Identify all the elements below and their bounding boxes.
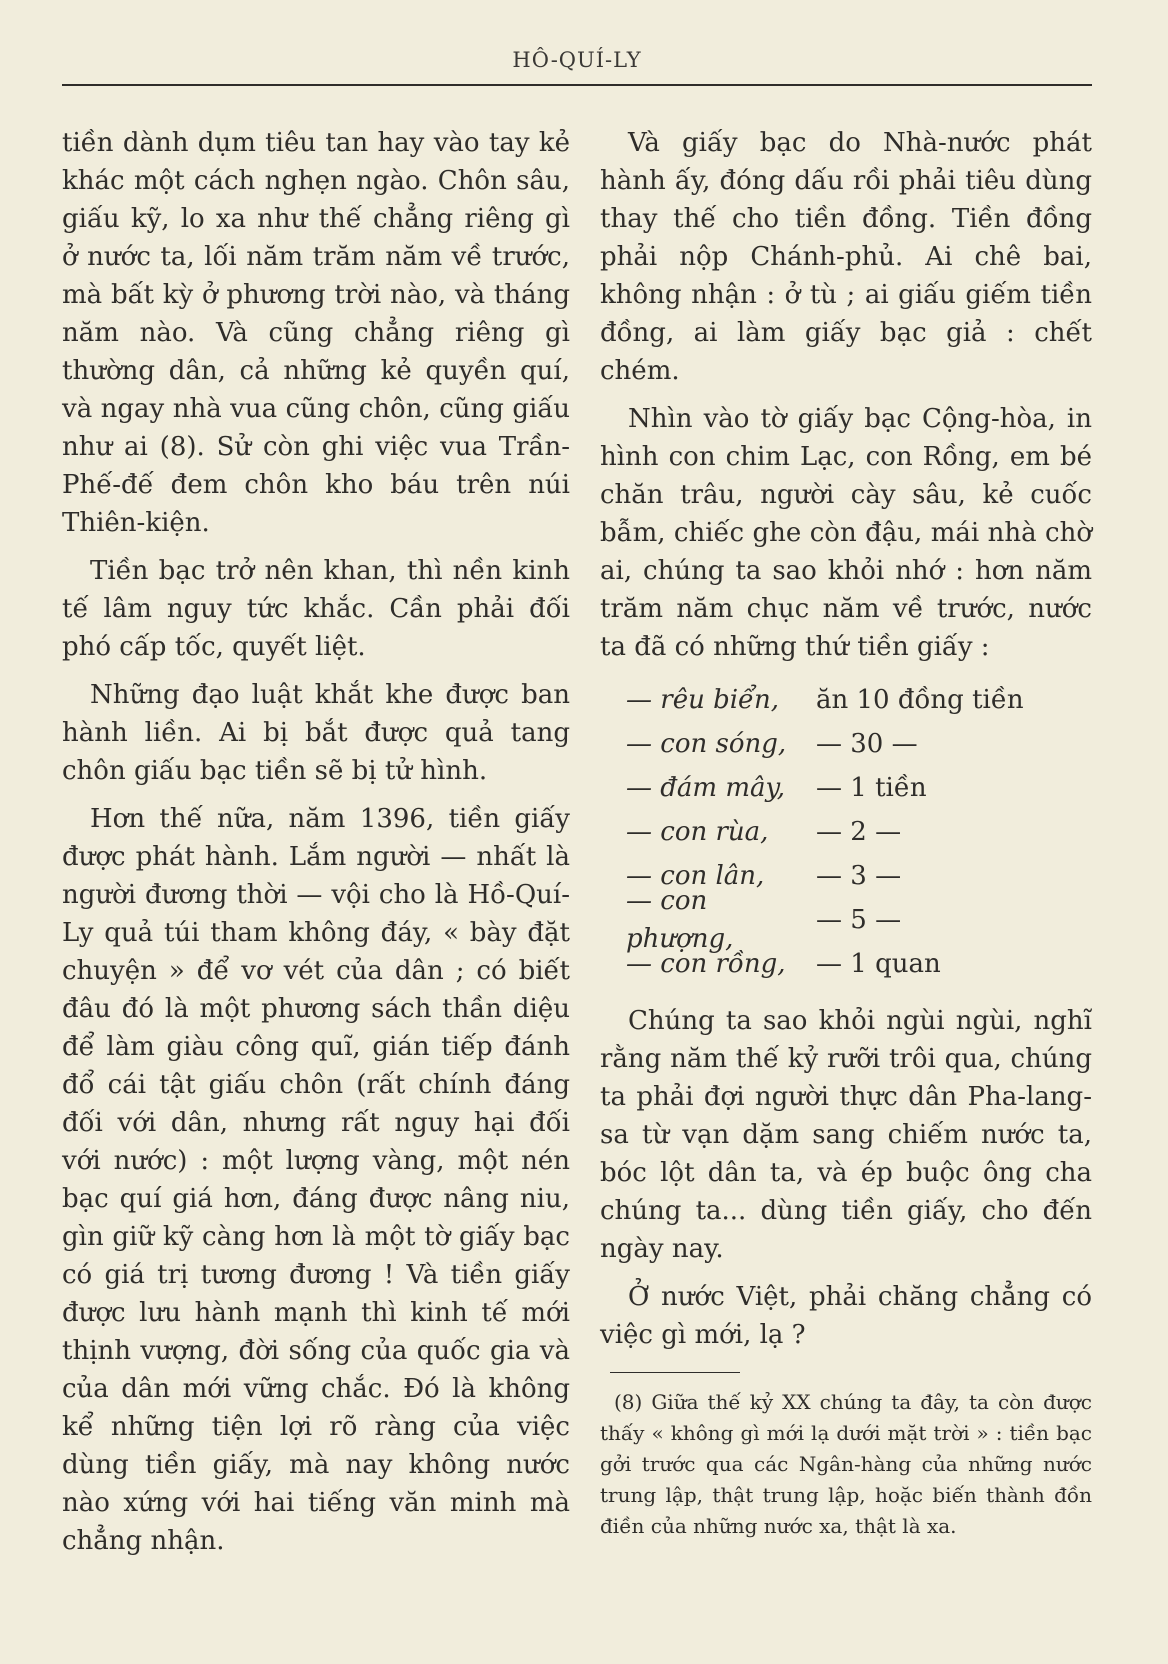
denomination-value: — 5 — (816, 905, 902, 935)
denomination-name: — con lân, (626, 861, 765, 891)
banknote-denomination-list (600, 678, 1092, 986)
denomination-value: ăn 10 đồng tiền (816, 685, 1024, 715)
denomination-row (600, 886, 1092, 954)
paragraph: Ở nước Việt, phải chăng chẳng có việc gì mới, lạ ? (600, 1282, 1092, 1350)
denomination-name: — đám mây, (626, 773, 785, 803)
denomination-row (600, 722, 1092, 766)
denomination-name: — rêu biển, (626, 685, 780, 715)
denomination-value: — 1 tiền (816, 773, 927, 803)
denomination-value: — 1 quan (816, 949, 941, 979)
running-header: HÔ-QUÍ-LY (512, 48, 642, 72)
paragraph: tiền dành dụm tiêu tan hay vào tay kẻ khác một cách nghẹn ngào. Chôn sâu, giấu kỹ, lo xa như thế chẳng riêng gì ở nước ta, lối năm trăm năm về trước, mà bất kỳ ở phương trời nào, và tháng năm nào. Và cũng chẳng riêng gì thường dân, cả những kẻ quyền quí, và ngay nhà vua cũng chôn, cũng giấu như ai (8). Sử còn ghi việc vua Trần-Phế-đế đem chôn kho báu trên núi Thiên-kiện. (62, 128, 570, 538)
header-rule (62, 84, 1092, 86)
denomination-name: — con sóng, (626, 729, 787, 759)
denomination-name: — con phượng, (626, 886, 734, 954)
paragraph: Tiền bạc trở nên khan, thì nền kinh tế lâm nguy tức khắc. Cần phải đối phó cấp tốc, quyết liệt. (62, 556, 570, 662)
left-column (62, 124, 570, 1570)
denomination-name: — con rồng, (626, 949, 786, 979)
paragraph: Hơn thế nữa, năm 1396, tiền giấy được phát hành. Lắm người — nhất là người đương thời — vội cho là Hồ-Quí-Ly quả túi tham không đáy, « bày đặt chuyện » để vơ vét của dân ; có biết đâu đó là một phương sách thần diệu để làm giàu công quĩ, gián tiếp đánh đổ cái tật giấu chôn (rất chính đáng đối với dân, nhưng rất nguy hại đối với nước) : một lượng vàng, một nén bạc quí giá hơn, đáng được nâng niu, gìn giữ kỹ càng hơn là một tờ giấy bạc có giá trị tương đương ! Và tiền giấy được lưu hành mạnh thì kinh tế mới thịnh vượng, đời sống của quốc gia và của dân mới vững chắc. Đó là không kể những tiện lợi rõ ràng của việc dùng tiền giấy, mà nay không nước nào xứng với hai tiếng văn minh mà chẳng nhận. (62, 804, 570, 1556)
paragraph: Chúng ta sao khỏi ngùi ngùi, nghĩ rằng năm thế kỷ rưỡi trôi qua, chúng ta phải đợi người thực dân Pha-lang-sa từ vạn dặm sang chiếm nước ta, bóc lột dân ta, và ép buộc ông cha chúng ta... dùng tiền giấy, cho đến ngày nay. (600, 1006, 1092, 1264)
denomination-value: — 3 — (816, 861, 902, 891)
denomination-value: — 30 — (816, 729, 918, 759)
footnote-rule (610, 1372, 740, 1373)
paragraph: Những đạo luật khắt khe được ban hành liền. Ai bị bắt được quả tang chôn giấu bạc tiền sẽ bị tử hình. (62, 680, 570, 786)
denomination-value: — 2 — (816, 817, 902, 847)
denomination-row (600, 766, 1092, 810)
denomination-row (600, 942, 1092, 986)
paragraph: Và giấy bạc do Nhà-nước phát hành ấy, đóng dấu rồi phải tiêu dùng thay thế cho tiền đồng. Tiền đồng phải nộp Chánh-phủ. Ai chê bai, không nhận : ở tù ; ai giấu giếm tiền đồng, ai làm giấy bạc giả : chết chém. (600, 128, 1092, 386)
right-column (600, 124, 1092, 1542)
denomination-row (600, 810, 1092, 854)
denomination-row (600, 678, 1092, 722)
footnote: (8) Giữa thế kỷ XX chúng ta đây, ta còn được thấy « không gì mới lạ dưới mặt trời » : tiền bạc gởi trước qua các Ngân-hàng của những nước trung lập, thật trung lập, hoặc biến thành đồn điền của những nước xa, thật là xa. (600, 1390, 1092, 1538)
denomination-name: — con rùa, (626, 817, 769, 847)
paragraph: Nhìn vào tờ giấy bạc Cộng-hòa, in hình con chim Lạc, con Rồng, em bé chăn trâu, người cày sâu, kẻ cuốc bẫm, chiếc ghe còn đậu, mái nhà chờ ai, chúng ta sao khỏi nhớ : hơn năm trăm năm chục năm về trước, nước ta đã có những thứ tiền giấy : (600, 404, 1092, 662)
